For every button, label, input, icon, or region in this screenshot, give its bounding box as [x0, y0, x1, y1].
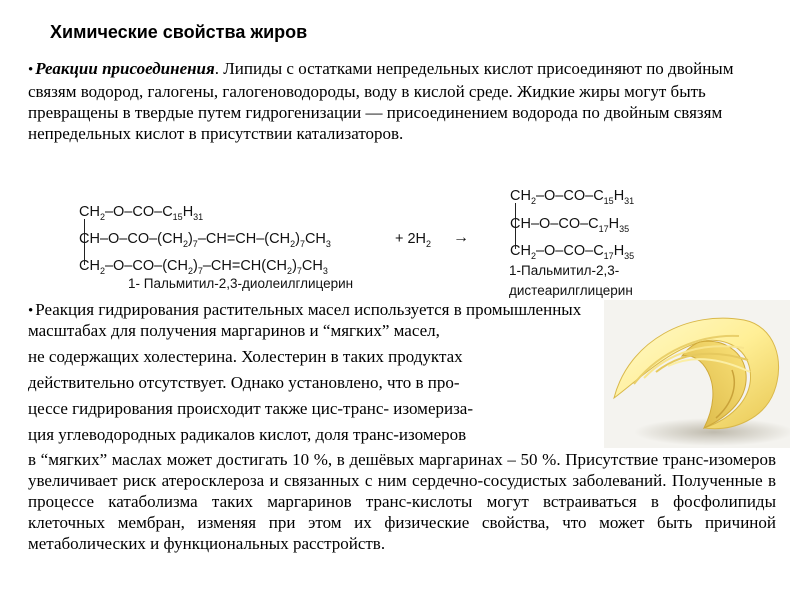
product-line-2: $CH-O-CO-C_{17}H_{35}$ — [510, 216, 630, 234]
reactant-line-3: $CH_2-O-CO-(CH_2)_7-CH=CH(CH_2)_7CH_3$ — [79, 258, 328, 276]
reactant-line-1: $CH_2-O-CO-C_{15}H_{31}$ — [79, 204, 204, 222]
paragraph-trans-isomers: в “мягких” маслах может достигать 10 %, в дешёвых маргаринах – 50 %. Присутствие транс-изомеров увеличивает риск атеросклероза и связанных с ним сердечно-сосудистых заболеваний. Полученные в процессе катаболизма таких маргаринов транс-кислоты могут встраиваться в фосфолипиды клеточных мембран, изменяя при этом их физические свойства, что может быть причиной метаболических и функциональных расстройств. — [28, 450, 776, 553]
addition-reactions-text: . Липиды с остатками непредельных кислот присоединяют по двойным связям водород, галогены, галогеноводороды, воду в кислой среде. Жидкие жиры могут быть превращены в твердые путем гидрогенизации — присоединением водорода по двойным связям непредельных кислот в присутствии катализаторов. — [28, 59, 734, 143]
butter-curl-image — [604, 300, 790, 448]
hydrogenation-line-2: масштабах для получения маргаринов и “мягких” масел, — [28, 321, 440, 340]
reactant-name: 1- Пальмитил-2,3-диолеилглицерин — [128, 276, 354, 291]
hydrogenation-line-6: ция углеводородных радикалов кислот, доля транс-изомеров — [28, 425, 467, 444]
hydrogenation-line-1: • Реакция гидрирования растительных масел используется в промышленных — [28, 300, 582, 319]
bullet: • — [28, 303, 34, 319]
addition-reactions-heading: Реакции присоединения — [35, 59, 215, 78]
reagent-hydrogen: + $2H_2$ — [395, 231, 432, 249]
bullet: • — [28, 62, 34, 78]
product-line-1: $CH_2-O-CO-C_{15}H_{31}$ — [510, 188, 635, 206]
reactant-line-2: $CH-O-CO-(CH_2)_7-CH=CH-(CH_2)_7CH_3$ — [79, 231, 331, 249]
hydrogenation-line-4: действительно отсутствует. Однако установлено, что в про- — [28, 373, 460, 392]
reaction-arrow-icon: → — [453, 229, 469, 246]
product-line-3: $CH_2-O-CO-C_{17}H_{35}$ — [510, 243, 635, 261]
slide-title: Химические свойства жиров — [50, 22, 308, 42]
hydrogenation-line-5: цессе гидрирования происходит также цис-транс- изомериза- — [28, 399, 474, 418]
product-name-line-2: дистеарилглицерин — [509, 283, 633, 298]
product-name-line-1: 1-Пальмитил-2,3- — [509, 263, 620, 278]
paragraph-addition-reactions — [28, 58, 783, 144]
hydrogenation-line-3: не содержащих холестерина. Холестерин в таких продуктах — [28, 347, 463, 366]
